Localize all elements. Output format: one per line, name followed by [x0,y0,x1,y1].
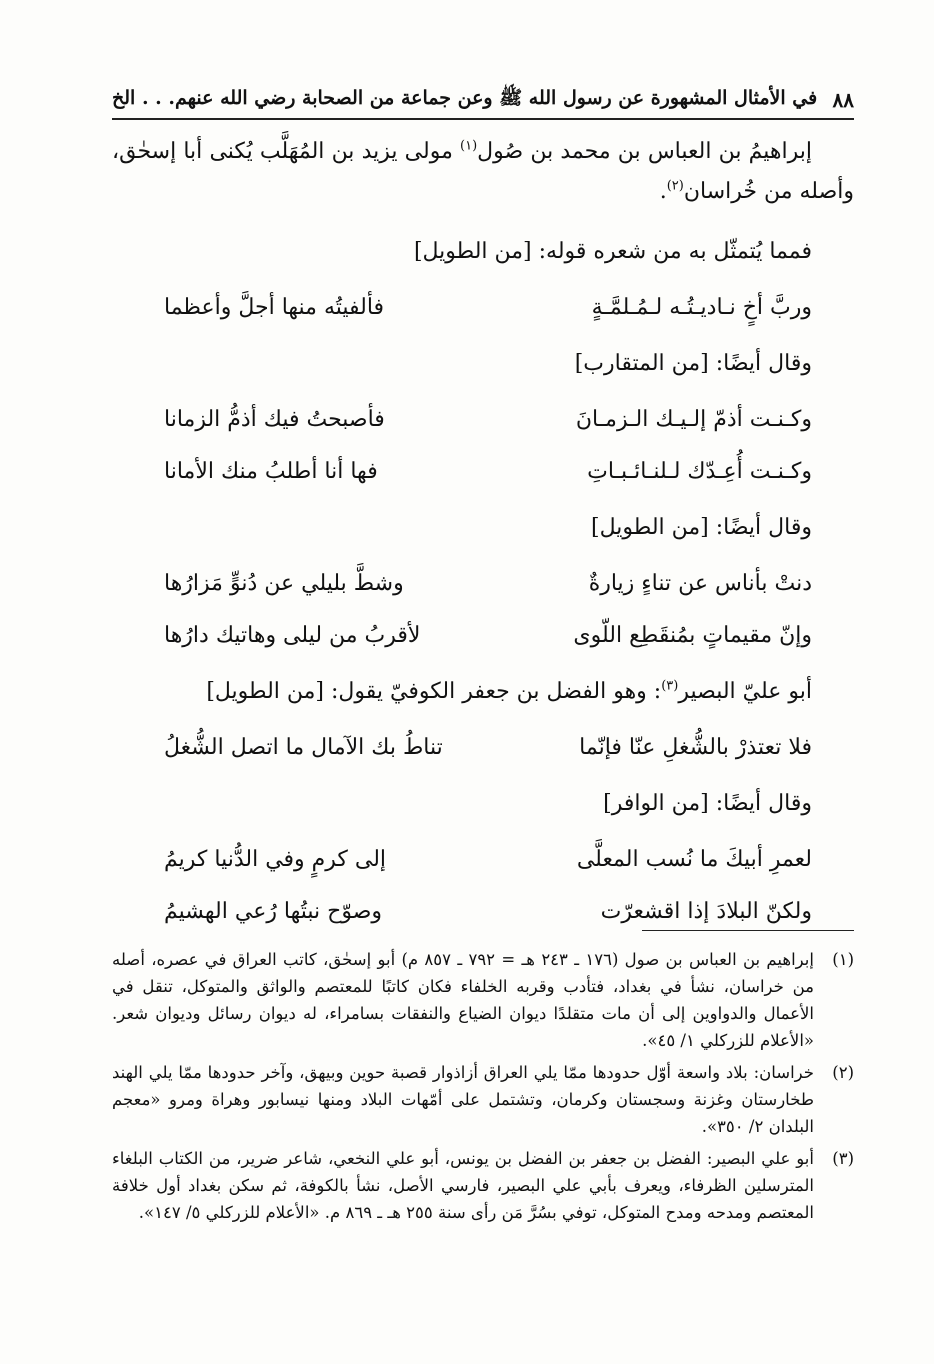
verse-second-hemistich: إلى كرمٍ وفي الدُّنيا كريمُ [164,847,387,872]
verse-second-hemistich: وشطَّ بليلي عن دُنوٍّ مَزارُها [164,571,404,596]
verse-line [112,446,854,498]
footnote-3 [112,1145,854,1226]
footnote-text: خراسان: بلاد واسعة أوّل حدودها ممّا يلي العراق أزاذوار قصبة حوين وبيهق، وآخر حدودها ممّا يلي الهند طخارستان وغزنة وسجستان وكرمان، وتشتمل على أمّهات البلاد ومنها نيسابور وهراة ومرو «معجم البلدان ٢/ ٣٥٠». [112,1063,814,1136]
verse-second-hemistich: تناطُ بك الآمال ما اتصل الشُّغلُ [164,735,443,760]
verse-second-hemistich: وصوّح نبتُها رُعي الهشيمُ [164,899,383,924]
footnote-number: (٣) [832,1149,854,1168]
verse-line [112,282,854,334]
section-heading-2: وقال أيضًا: [من المتقارب] [574,351,812,376]
intro-text-start: إبراهيمُ بن العباس بن محمد بن صُول [477,139,812,164]
heading-4-end: : وهو الفضل بن جعفر الكوفيّ يقول: [من الطويل] [206,679,662,704]
running-header [112,82,854,120]
footnote-number: (٢) [832,1063,854,1082]
intro-paragraph [112,132,854,212]
footnotes-section [112,946,854,1231]
verse-first-hemistich: وكـنـت أذمّ إلـيـك الـزمـانَ [575,407,812,432]
section-heading-4 [112,662,854,722]
intro-text-middle: مولى يزيد بن المُهَلَّب يُكنى أبا إسحٰق، وأصله من خُراسان [112,139,854,204]
verse-second-hemistich: فألفيتُه منها أجلَّ وأعظما [164,295,385,320]
verse-line [112,558,854,610]
verse-line [112,834,854,886]
section-heading-5: وقال أيضًا: [من الوافر] [603,791,812,816]
main-text [112,132,854,938]
heading-4-start: أبو عليّ البصير [678,679,812,704]
section-heading-1: فمما يُتمثّل به من شعره قوله: [من الطويل] [413,239,812,264]
verse-first-hemistich: دنتْ بأناس عن تناءٍ زيارةٌ [588,571,812,596]
verse-second-hemistich: لأقربُ من ليلى وهاتيك دارُها [164,623,421,648]
footnote-number: (١) [832,950,854,969]
section-heading-3: وقال أيضًا: [من الطويل] [591,515,812,540]
footnote-text: أبو علي البصير: الفضل بن جعفر بن الفضل بن يونس، أبو علي النخعي، شاعر ضرير، من الكتاب البلغاء المترسلين الظرفاء، ويعرف بأبي علي البصير، فارسي الأصل، نشأ بالكوفة، ثم سكن بغداد أول خلافة المعتصم ومدحه ومدح المتوكل، توفي بسُرَّ مَن رأى سنة ٢٥٥ هـ ـ ٨٦٩ م. «الأعلام للزركلي ٥/ ١٤٧». [112,1149,814,1222]
footnote-2 [112,1059,854,1140]
verse-first-hemistich: وكـنـت أُعِـدّك لـلنـائـبـاتِ [587,459,812,484]
verse-line [112,722,854,774]
verse-first-hemistich: لعمرِ أبيكَ ما نُسب المعلَّى [576,847,812,872]
verse-line [112,610,854,662]
verse-first-hemistich: وربَّ أخٍ نـاديـتُـه لـمُـلمَّـةٍ [591,295,812,320]
footnote-text: إبراهيم بن العباس بن صول (١٧٦ ـ ٢٤٣ هـ = ٧٩٢ ـ ٨٥٧ م) أبو إسحٰق، كاتب العراق في عصره، أصله من خراسان، نشأ في بغداد، فتأدب وقربه الخلفاء فكان كاتبًا للمعتصم والواثق والمتوكل، تنقل في الأعمال والدواوين إلى أن مات متقلدًا ديوان الضياع والنفقات بسامراء، له ديوان رسائل وديوان شعر. «الأعلام للزركلي ١/ ٤٥». [112,950,814,1050]
verse-first-hemistich: فلا تعتذرْ بالشُّغلِ عنّا فإنّما [579,735,812,760]
verse-first-hemistich: ولكنّ البلادَ إذا اقشعرّت [600,899,812,924]
footnote-ref-1: (١) [460,138,478,154]
intro-text-end: . [659,179,667,204]
verse-first-hemistich: وإنّ مقيماتٍ بمُنقَطِع اللّوى [573,623,812,648]
verse-second-hemistich: فها أنا أطلبُ منك الأمانا [164,459,378,484]
footnote-divider [642,930,854,931]
footnote-ref-2: (٢) [666,178,684,194]
page-number: ٨٨ [832,88,854,112]
running-title: في الأمثال المشهورة عن رسول الله ﷺ وعن جماعة من الصحابة رضي الله عنهم. . . الخ [112,87,818,109]
verse-line [112,394,854,446]
footnote-1 [112,946,854,1054]
footnote-ref-3: (٣) [661,678,679,694]
verse-second-hemistich: فأصبحتُ فيك أذمُّ الزمانا [164,407,385,432]
